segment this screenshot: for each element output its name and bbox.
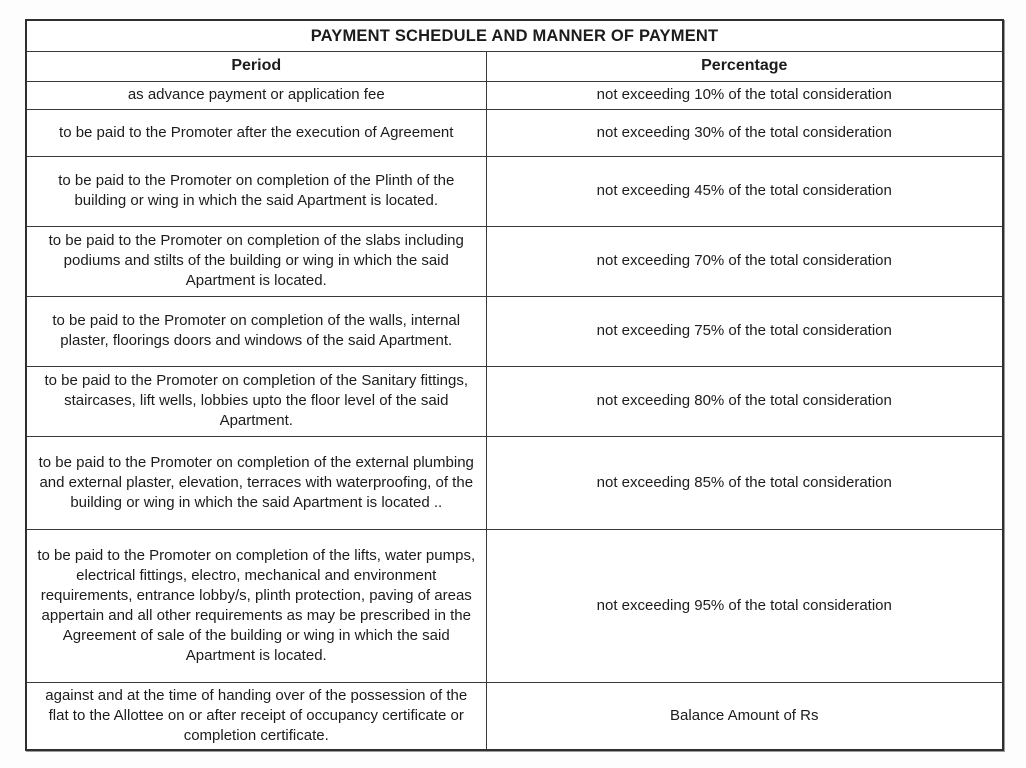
percentage-cell: not exceeding 75% of the total consideration [486,296,1003,366]
table-row [26,682,1003,750]
percentage-cell: not exceeding 80% of the total consideration [486,366,1003,436]
period-cell: as advance payment or application fee [26,81,486,109]
period-cell: to be paid to the Promoter on completion of the Plinth of the building or wing in which the said Apartment is located. [26,156,486,226]
percentage-cell: not exceeding 70% of the total consideration [486,226,1003,296]
percentage-cell: not exceeding 10% of the total consideration [486,81,1003,109]
column-header-period: Period [26,51,486,81]
percentage-cell: Balance Amount of Rs [486,682,1003,750]
period-cell: to be paid to the Promoter on completion of the lifts, water pumps, electrical fittings, electro, mechanical and environment requirements, entrance lobby/s, plinth protection, paving of areas appertain and all other requirements as may be prescribed in the Agreement of sale of the building or wing in which the said Apartment is located. [26,529,486,682]
table-row [26,529,1003,682]
table-row [26,156,1003,226]
period-cell: against and at the time of handing over of the possession of the flat to the Allottee on or after receipt of occupancy certificate or completion certificate. [26,682,486,750]
percentage-cell: not exceeding 95% of the total consideration [486,529,1003,682]
table-row [26,109,1003,156]
period-cell: to be paid to the Promoter on completion of the Sanitary fittings, staircases, lift wells, lobbies upto the floor level of the said Apartment. [26,366,486,436]
percentage-cell: not exceeding 85% of the total consideration [486,436,1003,529]
table-row [26,81,1003,109]
period-cell: to be paid to the Promoter after the execution of Agreement [26,109,486,156]
period-cell: to be paid to the Promoter on completion of the external plumbing and external plaster, elevation, terraces with waterproofing, of the building or wing in which the said Apartment is located .. [26,436,486,529]
percentage-cell: not exceeding 45% of the total consideration [486,156,1003,226]
table-title: PAYMENT SCHEDULE AND MANNER OF PAYMENT [26,20,1003,51]
column-header-percentage: Percentage [486,51,1003,81]
table-row [26,366,1003,436]
period-cell: to be paid to the Promoter on completion of the walls, internal plaster, floorings doors and windows of the said Apartment. [26,296,486,366]
period-cell: to be paid to the Promoter on completion of the slabs including podiums and stilts of the building or wing in which the said Apartment is located. [26,226,486,296]
table-header-row [26,51,1003,81]
table-row [26,226,1003,296]
percentage-cell: not exceeding 30% of the total consideration [486,109,1003,156]
table-title-row [26,20,1003,51]
table-row [26,436,1003,529]
payment-schedule-table [25,19,1004,751]
table-row [26,296,1003,366]
